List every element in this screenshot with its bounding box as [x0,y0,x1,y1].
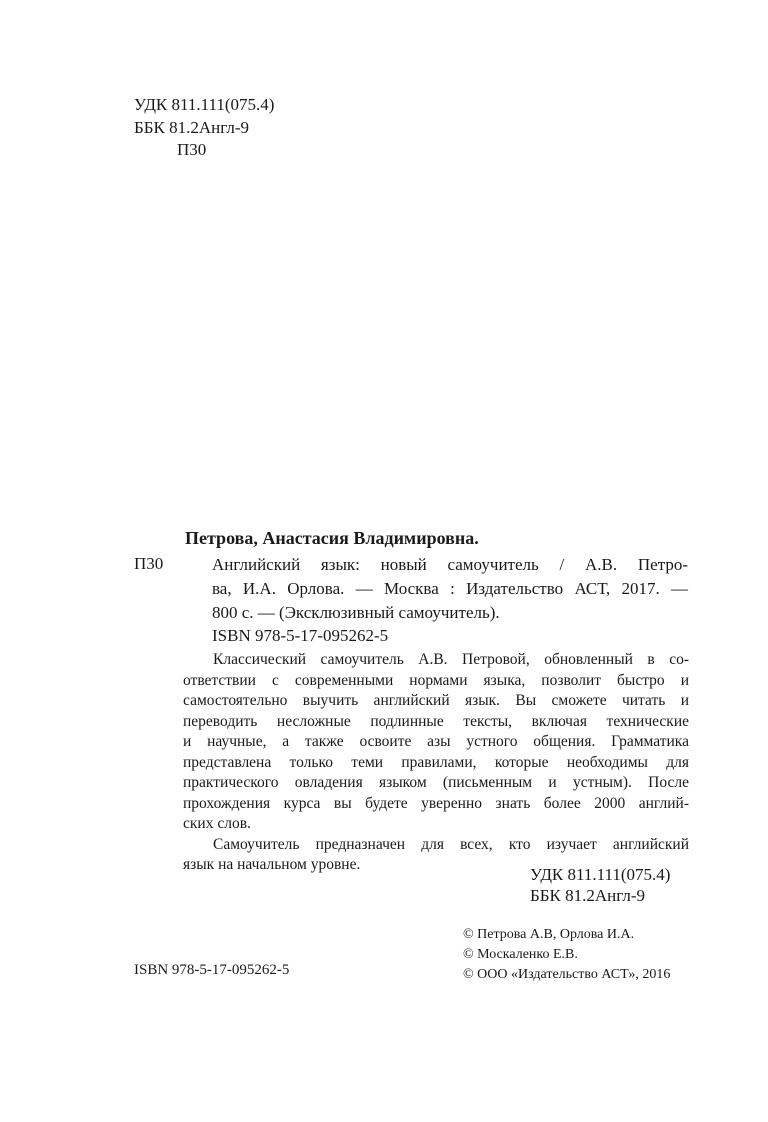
isbn-footer: ISBN 978-5-17-095262-5 [134,962,290,978]
udk-code-top: УДК 811.111(075.4) [134,95,275,114]
bbk-code-bottom: ББК 81.2Англ-9 [530,886,645,905]
annotation-line: переводить несложные подлинные тексты, включая технические [183,712,689,730]
annotation-line: самостоятельно выучить английский язык. Вы сможете читать и [183,692,689,709]
annotation-line: и научные, а также освоите азы устного общения. Грамматика [183,733,689,750]
bib-line: Английский язык: новый самоучитель / А.В. Петро- [212,555,688,574]
copyright-line: © ООО «Издательство АСТ», 2016 [463,967,671,982]
bbk-code-top: ББК 81.2Англ-9 [134,118,249,137]
annotation-line: язык на начальном уровне. [183,856,361,873]
annotation-line: ских слов. [183,815,251,832]
copyright-line: © Петрова А.В, Орлова И.А. [463,927,635,942]
bib-line: ва, И.А. Орлова. — Москва : Издательство АСТ, 2017. — [212,579,688,598]
annotation-line: ответствии с современными нормами языка, позволит быстро и [183,671,689,689]
author-mark-top: П30 [177,140,207,159]
author-name: Петрова, Анастасия Владимировна. [185,528,479,548]
udk-code-bottom: УДК 811.111(075.4) [530,865,671,884]
annotation [183,650,689,876]
copyright-line: © Москаленко Е.В. [463,947,578,962]
isbn-record: ISBN 978-5-17-095262-5 [212,626,389,645]
bib-line: 800 с. — (Эксклюзивный самоучитель). [212,603,500,622]
annotation-line: Классический самоучитель А.В. Петровой, обновленный в со- [213,651,689,668]
annotation-line: представлена только теми правилами, которые необходимы для [183,753,689,771]
annotation-line: Самоучитель предназначен для всех, кто изучает английский [213,835,689,853]
bibliographic-description [212,553,688,625]
annotation-line: прохождения курса вы будете уверенно знать более 2000 англий- [183,794,689,812]
author-mark: П30 [134,554,164,573]
annotation-line: практического овладения языком (письменным и устным). После [183,774,689,791]
